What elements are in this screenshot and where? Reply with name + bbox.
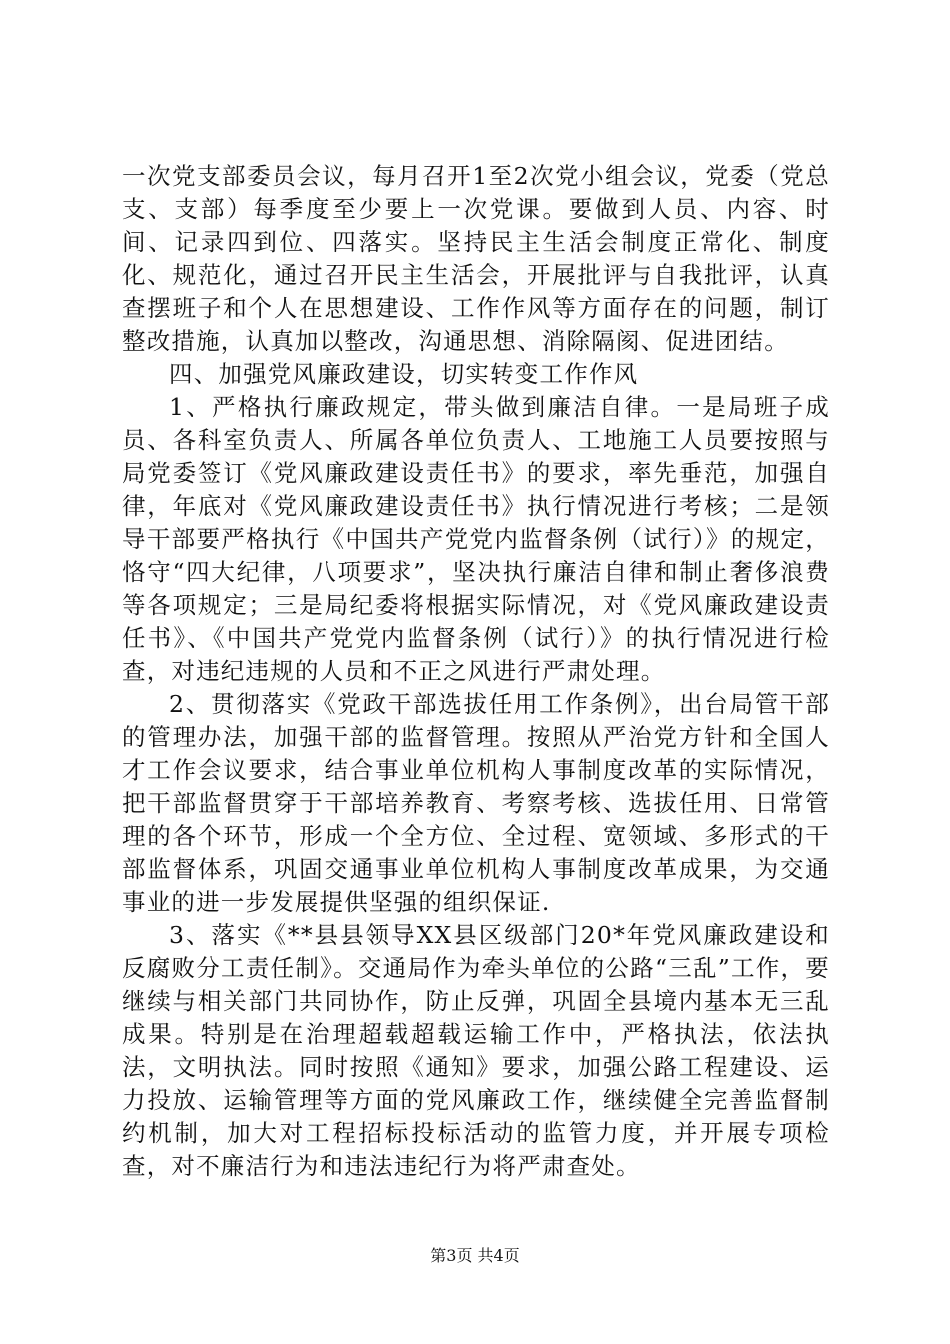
paragraph-item-1: 1、严格执行廉政规定，带头做到廉洁自律。一是局班子成员、各科室负责人、所属各单位负责人、工地施工人员要按照与局党委签订《党风廉政建设责任书》的要求，率先垂范，加强自律，年底对《党风廉政建设责任书》执行情况进行考核；二是领导干部要严格执行《中国共产党党内监督条例（试行）》的规定，恪守“四大纪律，八项要求”，坚决执行廉洁自律和制止奢侈浪费等各项规定；三是局纪委将根据实际情况，对《党风廉政建设责任书》、《中国共产党党内监督条例（试行）》的执行情况进行检查，对违纪违规的人员和不正之风进行严肃处理。 (122, 393, 830, 685)
paragraph-item-3: 3、落实《**县县领导XX县区级部门20*年党风廉政建设和反腐败分工责任制》。交通局作为牵头单位的公路“三乱”工作，要继续与相关部门共同协作，防止反弹，巩固全县境内基本无三乱成果。特别是在治理超载超载运输工作中，严格执法，依法执法，文明执法。同时按照《通知》要求，加强公路工程建设、运力投放、运输管理等方面的党风廉政工作，继续健全完善监督制约机制，加大对工程招标投标活动的监管力度，并开展专项检查，对不廉洁行为和违法违纪行为将严肃查处。 (122, 921, 830, 1180)
document-body (122, 160, 830, 1183)
paragraph-continuation: 一次党支部委员会议，每月召开1至2次党小组会议，党委（党总支、支部）每季度至少要上一次党课。要做到人员、内容、时间、记录四到位、四落实。坚持民主生活会制度正常化、制度化、规范化，通过召开民主生活会，开展批评与自我批评，认真查摆班子和个人在思想建设、工作作风等方面存在的问题，制订整改措施，认真加以整改，沟通思想、消除隔阂、促进团结。 (122, 162, 830, 355)
paragraph-item-2: 2、贯彻落实《党政干部选拔任用工作条例》，出台局管干部的管理办法，加强干部的监督管理。按照从严治党方针和全国人才工作会议要求，结合事业单位机构人事制度改革的实际情况，把干部监督贯穿于干部培养教育、考察考核、选拔任用、日常管理的各个环节，形成一个全方位、全过程、宽领域、多形式的干部监督体系，巩固交通事业单位机构人事制度改革成果，为交通事业的进一步发展提供坚强的组织保证. (122, 690, 830, 916)
section-heading: 四、加强党风廉政建设，切实转变工作作风 (169, 360, 639, 388)
page-number-footer: 第3页 共4页 (430, 1246, 520, 1265)
